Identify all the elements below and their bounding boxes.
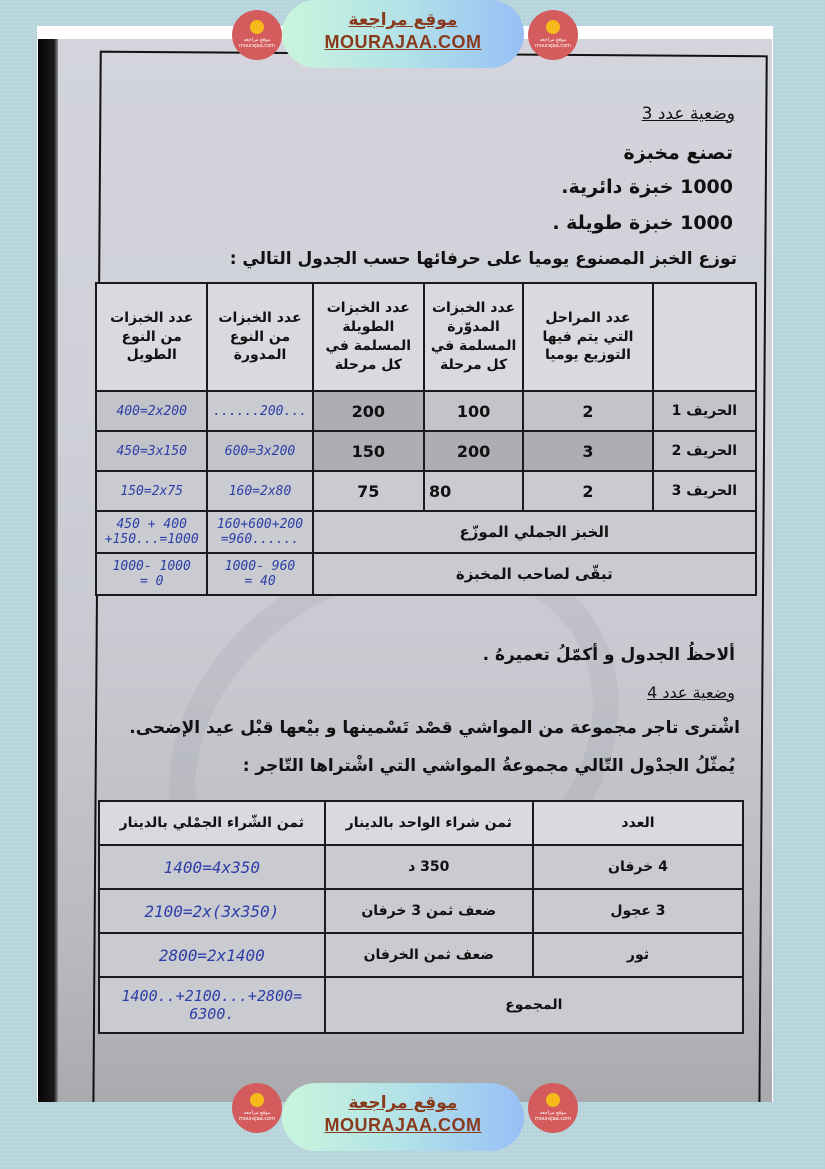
site-banner-top[interactable] — [282, 0, 524, 68]
situation-4-line-2: يُمثّلُ الجدْول التّالي مجموعةُ المواشي التي اشْتراها التّاجر : — [242, 756, 735, 776]
header-long-per-stage: عدد الخبزات الطويلة المسلمة في كل مرحلة — [313, 283, 424, 391]
badge-text-en: mourajaa.com — [238, 1116, 275, 1122]
situation-4-line-1: اشْترى تاجر مجموعة من المواشي قصْد تَسْمينها و بيْعها قبْل عيد الإضحى. — [129, 718, 740, 738]
round-total-cell: 600=3x200 — [207, 431, 312, 471]
long-total-cell: 450=3x150 — [96, 431, 207, 471]
total-price-cell: 1400=4x350 — [99, 845, 325, 889]
total-distributed-label: الخبز الجملي الموزّع — [313, 511, 756, 553]
total-long-cell — [96, 511, 207, 553]
round-per-stage-cell: 80 — [424, 471, 523, 511]
total-price-cell: 2800=2x1400 — [99, 933, 325, 977]
badge-left-bottom[interactable] — [232, 1083, 282, 1133]
table-row — [99, 933, 743, 977]
badge-text-en: mourajaa.com — [534, 1116, 571, 1122]
client-cell: الحريف 1 — [653, 391, 756, 431]
client-cell: الحريف 3 — [653, 471, 756, 511]
badge-right-top[interactable] — [528, 10, 578, 60]
header-unit-price: ثمن شراء الواحد بالدينار — [325, 801, 533, 845]
remaining-row — [96, 553, 756, 595]
remaining-long-line-2: = 0 — [139, 574, 164, 589]
banner-arabic-title: موقع مراجعة — [348, 10, 458, 30]
sum-value-line-1: 1400..+2100...+2800= — [121, 987, 303, 1005]
table-row — [96, 431, 756, 471]
header-empty — [653, 283, 756, 391]
total-price-cell: 2100=2x(3x350) — [99, 889, 325, 933]
remaining-round-cell — [207, 553, 312, 595]
situation-3-line-3: توزع الخبز المصنوع يوميا على حرفائها حسب الجدول التالي : — [229, 249, 737, 269]
round-per-stage-cell: 100 — [424, 391, 523, 431]
situation-3-heading: وضعية عدد 3 — [641, 104, 735, 124]
long-total-cell: 150=2x75 — [96, 471, 207, 511]
header-total-price: ثمن الشّراء الجمْلي بالدينار — [99, 801, 325, 845]
total-round-cell — [207, 511, 312, 553]
long-per-stage-cell: 150 — [313, 431, 424, 471]
header-count: العدد — [533, 801, 743, 845]
badge-right-bottom[interactable] — [528, 1083, 578, 1133]
badge-text-ar: موقع مراجعة — [539, 1110, 567, 1116]
situation-3-intro: تصنع مخبزة — [623, 142, 733, 164]
stages-cell: 2 — [523, 471, 653, 511]
client-cell: الحريف 2 — [653, 431, 756, 471]
situation-3-instruction: ألاحظُ الجدول و أكمّلُ تعميرهُ . — [482, 645, 735, 665]
count-cell: 3 عجول — [533, 889, 743, 933]
situation-3-line-1: 1000 خبزة دائرية. — [561, 176, 733, 198]
banner-arabic-title: موقع مراجعة — [348, 1093, 458, 1113]
long-total-cell: 400=2x200 — [96, 391, 207, 431]
total-distributed-row — [96, 511, 756, 553]
stages-cell: 3 — [523, 431, 653, 471]
badge-text-ar: موقع مراجعة — [243, 37, 271, 43]
unit-price-cell: ضعف ثمن 3 خرفان — [325, 889, 533, 933]
long-per-stage-cell: 200 — [313, 391, 424, 431]
sum-row — [99, 977, 743, 1033]
remaining-long-line-1: 1000- 1000 — [112, 559, 191, 574]
situation-3-line-2: 1000 خبزة طويلة . — [552, 212, 733, 234]
remaining-label: تبقّى لصاحب المخبزة — [313, 553, 756, 595]
table-row — [99, 889, 743, 933]
livestock-table — [98, 800, 744, 1034]
table-header-row — [96, 283, 756, 391]
bread-distribution-table — [95, 282, 757, 596]
table-row — [96, 391, 756, 431]
total-long-line-2: +150...=1000 — [104, 532, 199, 547]
site-banner-bottom[interactable] — [282, 1083, 524, 1151]
banner-site-link[interactable]: MOURAJAA.COM — [324, 32, 482, 52]
count-cell: ثور — [533, 933, 743, 977]
header-long-total: عدد الخبزات من النوع الطويل — [96, 283, 207, 391]
badge-text-ar: موقع مراجعة — [243, 1110, 271, 1116]
round-per-stage-cell: 200 — [424, 431, 523, 471]
sum-value-line-2: 6300. — [189, 1005, 235, 1023]
sum-value-cell — [99, 977, 325, 1033]
round-total-cell: 160=2x80 — [207, 471, 312, 511]
unit-price-cell: ضعف ثمن الخرفان — [325, 933, 533, 977]
header-round-total: عدد الخبزات من النوع المدورة — [207, 283, 312, 391]
badge-text-en: mourajaa.com — [238, 43, 275, 49]
remaining-round-line-2: = 40 — [244, 574, 276, 589]
remaining-long-cell — [96, 553, 207, 595]
long-per-stage-cell: 75 — [313, 471, 424, 511]
stages-cell: 2 — [523, 391, 653, 431]
book-logo-icon — [546, 1093, 560, 1107]
book-logo-icon — [546, 20, 560, 34]
banner-site-link[interactable]: MOURAJAA.COM — [324, 1115, 482, 1135]
situation-4-heading: وضعية عدد 4 — [647, 683, 735, 702]
sum-label: المجموع — [325, 977, 743, 1033]
header-stages: عدد المراحل التي يتم فيها التوزيع يوميا — [523, 283, 653, 391]
remaining-round-line-1: 1000- 960 — [224, 559, 296, 574]
book-logo-icon — [250, 20, 264, 34]
table-row — [99, 845, 743, 889]
unit-price-cell: 350 د — [325, 845, 533, 889]
total-round-line-2: =960...... — [220, 532, 300, 547]
header-round-per-stage: عدد الخبزات المدوّرة المسلمة في كل مرحلة — [424, 283, 523, 391]
round-total-cell: ......200... — [207, 391, 312, 431]
badge-left-top[interactable] — [232, 10, 282, 60]
badge-text-en: mourajaa.com — [534, 43, 571, 49]
table-row — [96, 471, 756, 511]
table-header-row — [99, 801, 743, 845]
count-cell: 4 خرفان — [533, 845, 743, 889]
total-long-line-1: 450 + 400 — [116, 517, 187, 532]
total-round-line-1: 160+600+200 — [216, 517, 304, 532]
book-logo-icon — [250, 1093, 264, 1107]
badge-text-ar: موقع مراجعة — [539, 37, 567, 43]
